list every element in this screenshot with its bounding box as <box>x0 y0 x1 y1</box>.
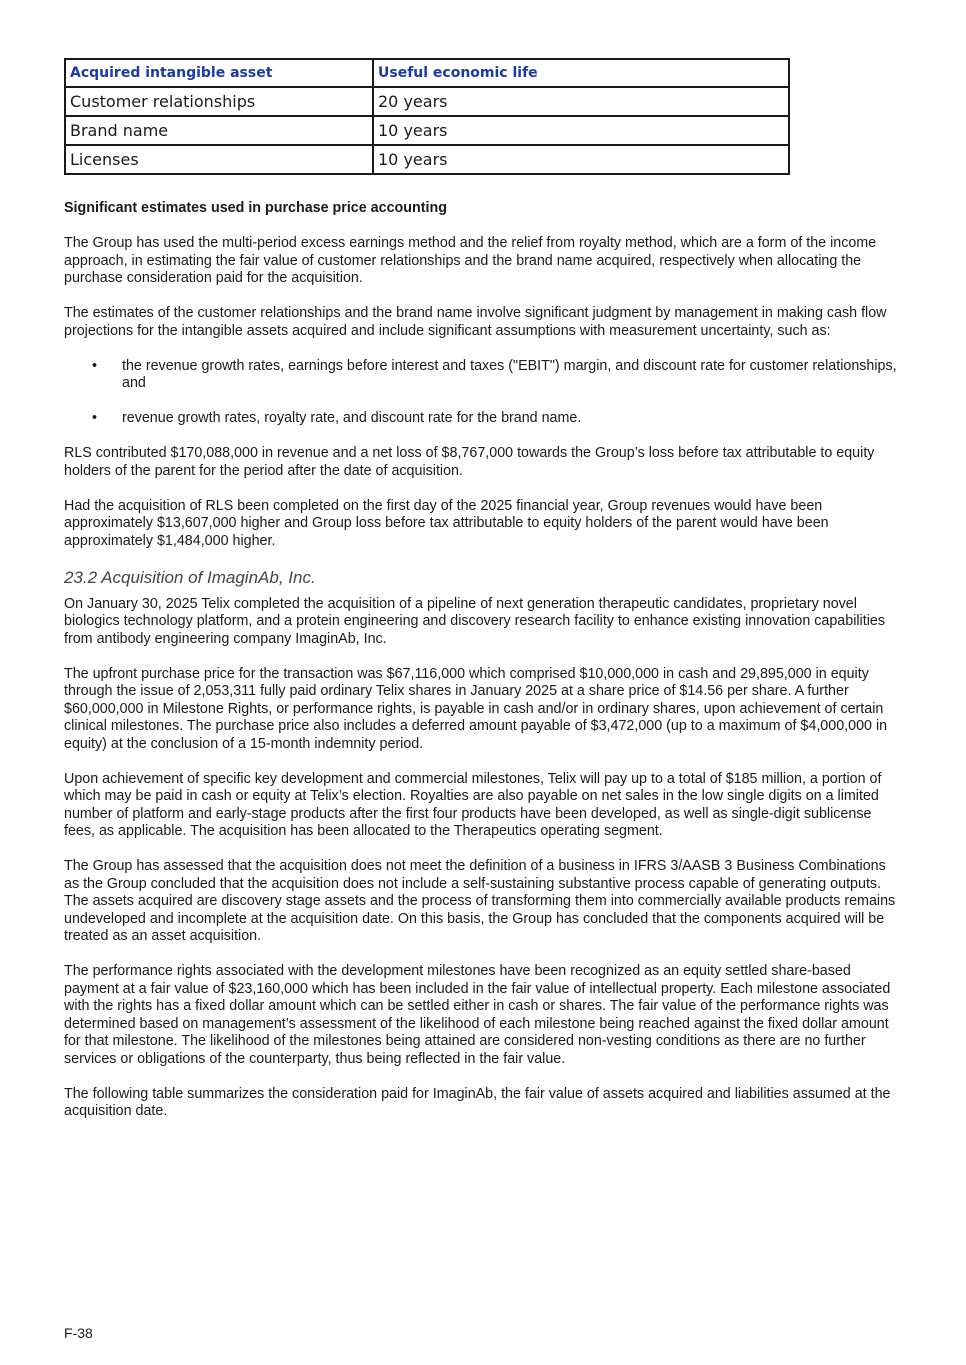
table-cell: 10 years <box>373 116 789 145</box>
table-header-cell: Useful economic life <box>373 59 789 87</box>
page-number: F-38 <box>64 1325 93 1341</box>
table-cell: Brand name <box>65 116 373 145</box>
assumptions-list <box>64 358 904 428</box>
bullet-icon: • <box>92 410 98 426</box>
list-item <box>64 410 904 428</box>
table-cell: Licenses <box>65 145 373 174</box>
table-cell: 20 years <box>373 87 789 116</box>
estimates-heading: Significant estimates used in purchase price accounting <box>64 200 447 216</box>
paragraph: On January 30, 2025 Telix completed the acquisition of a pipeline of next generation therapeutic candidates, proprietary novel biologics technology platform, and a protein engineering and discovery research facility to enhance existing innovation capabilities from antibody engineering company ImaginAb, Inc. <box>64 595 885 647</box>
table-row <box>65 145 789 174</box>
table-cell: 10 years <box>373 145 789 174</box>
paragraph: The following table summarizes the consideration paid for ImaginAb, the fair value of assets acquired and liabilities assumed at the acquisition date. <box>64 1085 891 1119</box>
body-content <box>64 200 904 1138</box>
paragraph: The estimates of the customer relationships and the brand name involve significant judgment by management in making cash flow projections for the intangible assets acquired and include significant assumptions with measurement uncertainty, such as: <box>64 305 887 339</box>
paragraph: Upon achievement of specific key development and commercial milestones, Telix will pay up to a total of $185 million, a portion of which may be paid in cash or equity at Telix’s election. Royalties are also payable on net sales in the low single digits on a limited number of platform and early-stage products after the first four products have been developed, as well as single-digit sublicense fees, as applicable. The acquisition has been allocated to the Therapeutics operating segment. <box>64 770 882 839</box>
list-item-text: the revenue growth rates, earnings before interest and taxes ("EBIT") margin, and discount rate for customer relationships, and <box>122 357 897 391</box>
paragraph: The Group has assessed that the acquisition does not meet the definition of a business in IFRS 3/AASB 3 Business Combinations as the Group concluded that the acquisition does not include a self-sustaining substantive process capable of generating outputs. The assets acquired are discovery stage assets and the process of transforming them into commercially available products remains undeveloped and incomplete at the acquisition date. On this basis, the Group has concluded that the components acquired will be treated as an asset acquisition. <box>64 858 896 944</box>
table-header-cell: Acquired intangible asset <box>65 59 373 87</box>
paragraph: The Group has used the multi-period excess earnings method and the relief from royalty method, which are a form of the income approach, in estimating the fair value of customer relationships and the brand name acquired, respectively when allocating the purchase consideration paid for the acquisition. <box>64 235 877 286</box>
paragraph: Had the acquisition of RLS been completed on the first day of the 2025 financial year, Group revenues would have been approximately $13,607,000 higher and Group loss before tax attributable to equity holders of the parent would have been approximately $1,484,000 higher. <box>64 497 829 549</box>
paragraph: The performance rights associated with the development milestones have been recognized as an equity settled share-based payment at a fair value of $23,160,000 which has been included in the fair value of intellectual property. Each milestone associated with the rights has a fixed dollar amount which can be settled either in cash or shares. The fair value of the performance rights was determined based on management’s assessment of the likelihood of each milestone being reached against the fixed dollar amount for that milestone. The likelihood of the milestones being attained are considered non-vesting conditions as there are no further services or obligations of the counterparty, thus being reflected in the fair value. <box>64 963 891 1067</box>
paragraph: RLS contributed $170,088,000 in revenue and a net loss of $8,767,000 towards the Group’s loss before tax attributable to equity holders of the parent for the period after the date of acquisition. <box>64 445 875 479</box>
table-cell: Customer relationships <box>65 87 373 116</box>
useful-life-table <box>64 58 790 175</box>
table-row <box>65 116 789 145</box>
section-heading: 23.2 Acquisition of ImaginAb, Inc. <box>64 567 316 587</box>
paragraph: The upfront purchase price for the transaction was $67,116,000 which comprised $10,000,000 in cash and 29,895,000 in equity through the issue of 2,053,311 fully paid ordinary Telix shares in January 2025 at a share price of $14.56 per share. A further $60,000,000 in Milestone Rights, or performance rights, is payable in cash and/or in ordinary shares, upon achievement of certain clinical milestones. The purchase price also includes a deferred amount payable of $3,472,000 (up to a maximum of $4,000,000 in equity) at the conclusion of a 15-month indemnity period. <box>64 665 888 752</box>
bullet-icon: • <box>92 357 98 374</box>
list-item <box>64 358 904 393</box>
table-header-row <box>65 59 789 87</box>
list-item-text: revenue growth rates, royalty rate, and discount rate for the brand name. <box>122 410 582 426</box>
table-row <box>65 87 789 116</box>
